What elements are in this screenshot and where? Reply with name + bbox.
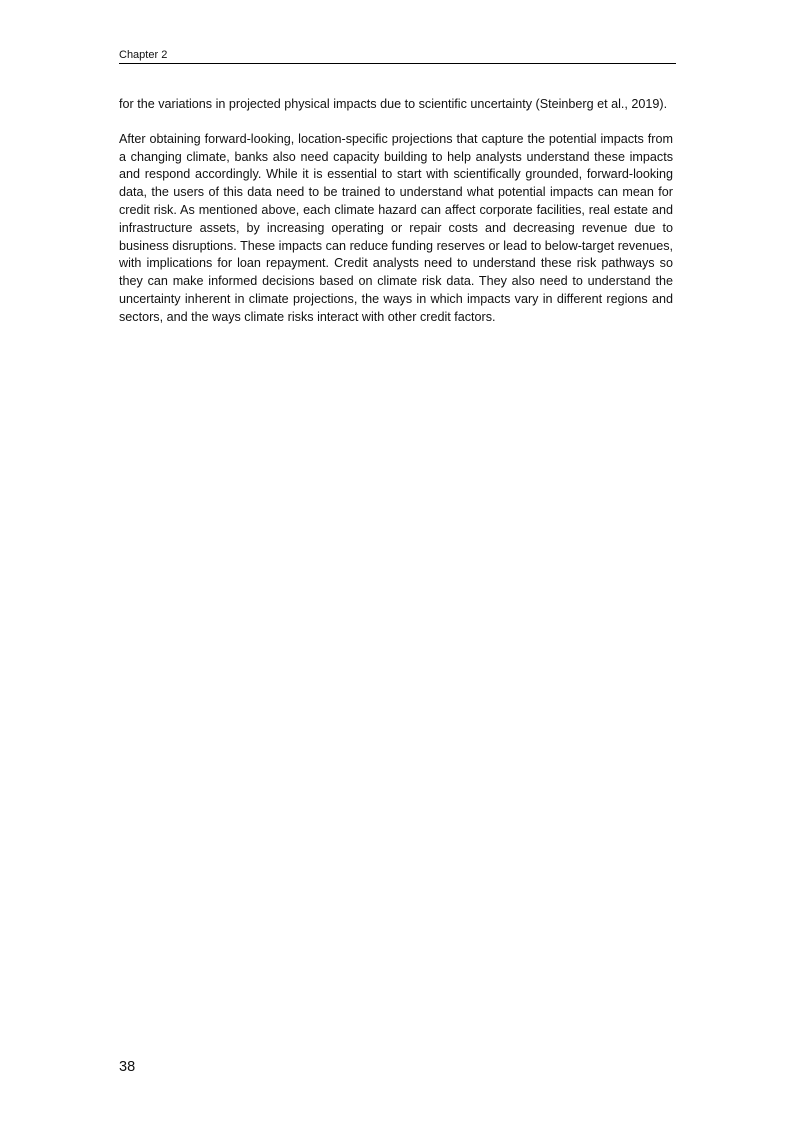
paragraph-continuation: for the variations in projected physical impacts due to scientific uncertainty (Steinberg et al., 2019). [119,97,668,111]
page-number: 38 [119,1059,136,1075]
chapter-label: Chapter 2 [119,49,168,61]
body-text [119,96,673,327]
paragraph-capacity-building: After obtaining forward-looking, location-specific projections that capture the potential impacts from a changing climate, banks also need capacity building to help analysts understand these impacts and respond accordingly. While it is essential to start with scientifically grounded, forward-looking data, the users of this data need to be trained to understand what potential impacts can mean for credit risk. As mentioned above, each climate hazard can affect corporate facilities, real estate and infrastructure assets, by increasing operating or repair costs and decreasing revenue due to business disruptions. These impacts can reduce funding reserves or lead to below-target revenues, with implications for loan repayment. Credit analysts need to understand these risk pathways so they can make informed decisions based on climate risk data. They also need to understand the uncertainty inherent in climate projections, the ways in which impacts vary in different regions and sectors, and the ways climate risks interact with other credit factors. [119,131,673,324]
running-header [119,48,676,64]
